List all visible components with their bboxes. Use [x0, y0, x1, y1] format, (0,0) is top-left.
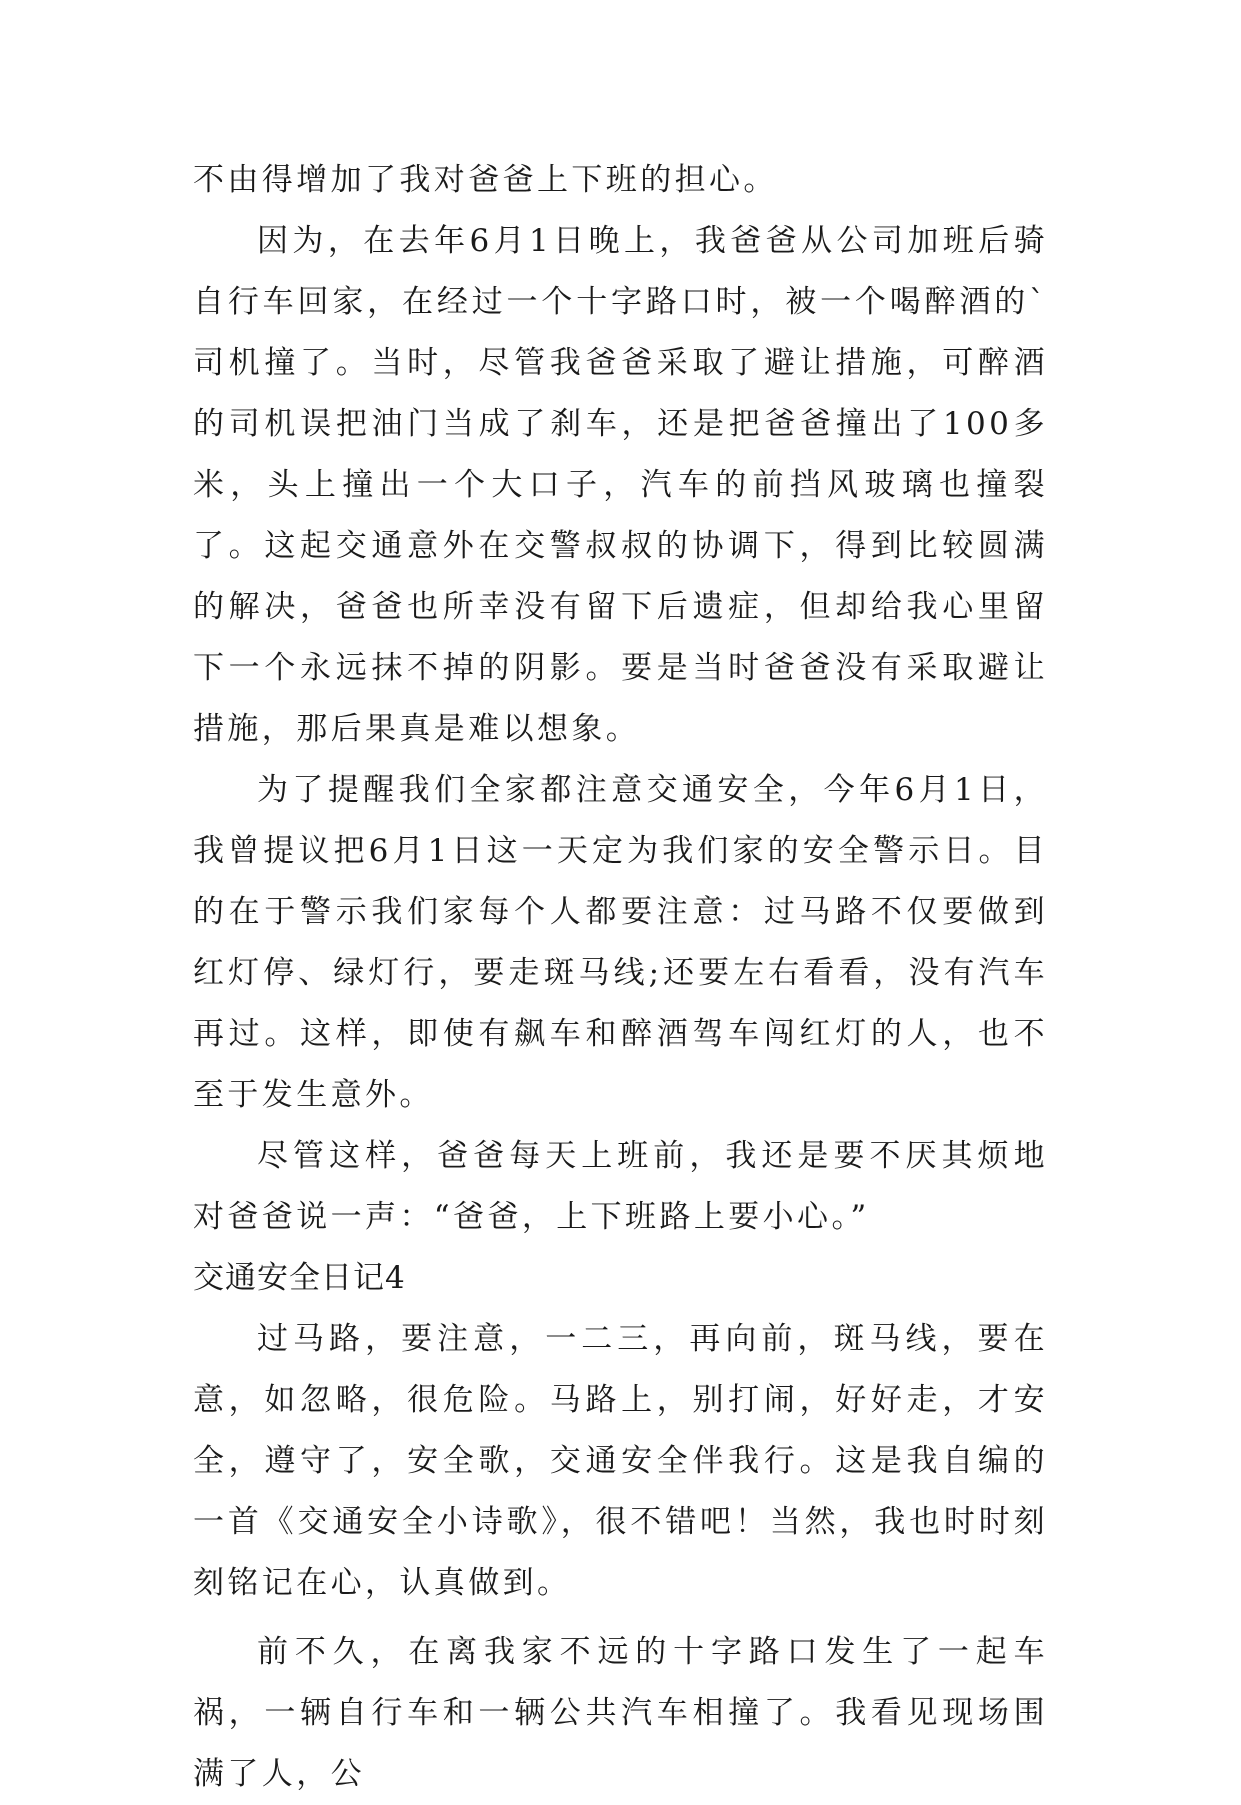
- paragraph-1: 不由得增加了我对爸爸上下班的担心。: [193, 162, 778, 198]
- paragraph-2: 因为，在去年6月1日晚上，我爸爸从公司加班后骑自行车回家，在经过一个十字路口时，被一个喝醉酒的`司机撞了。当时，尽管我爸爸采取了避让措施，可醉酒的司机误把油门当成了刹车，还是把爸爸撞出了100多米，头上撞出一个大口子，汽车的前挡风玻璃也撞裂了。这起交通意外在交警叔叔的协调下，得到比较圆满的解决，爸爸也所幸没有留下后遗症，但却给我心里留下一个永远抹不掉的阴影。要是当时爸爸没有采取避让措施，那后果真是难以想象。: [193, 223, 1048, 747]
- paragraph-3: 为了提醒我们全家都注意交通安全，今年6月1日，我曾提议把6月1日这一天定为我们家的安全警示日。目的在于警示我们家每个人都要注意：过马路不仅要做到红灯停、绿灯行，要走斑马线;还要左右看看，没有汽车再过。这样，即使有飙车和醉酒驾车闯红灯的人，也不至于发生意外。: [193, 772, 1048, 1113]
- section-title: 交通安全日记4: [193, 1260, 406, 1296]
- paragraph-5: 过马路，要注意，一二三，再向前，斑马线，要在意，如忽略，很危险。马路上，别打闹，好好走，才安全，遵守了，安全歌，交通安全伴我行。这是我自编的一首《交通安全小诗歌》，很不错吧！当然，我也时时刻刻铭记在心，认真做到。: [193, 1321, 1048, 1601]
- paragraph-6: 前不久，在离我家不远的十字路口发生了一起车祸，一辆自行车和一辆公共汽车相撞了。我看见现场围满了人，公: [193, 1634, 1048, 1792]
- paragraph-4: 尽管这样，爸爸每天上班前，我还是要不厌其烦地对爸爸说一声：“爸爸，上下班路上要小心。”: [193, 1138, 1048, 1235]
- document-body: [193, 150, 1048, 1805]
